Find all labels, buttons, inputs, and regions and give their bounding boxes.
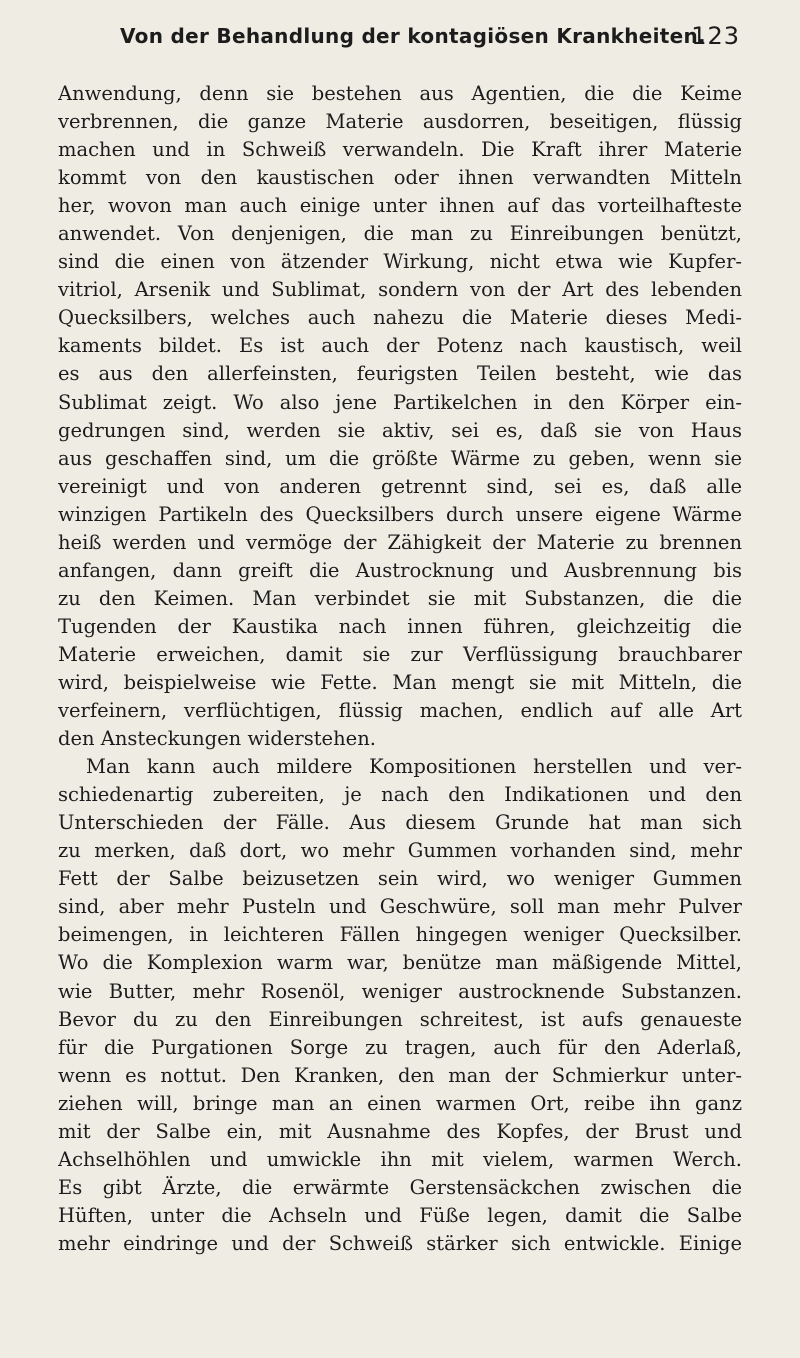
text-line: vereinigt und von anderen getrennt sind, sei es, daß alle	[58, 474, 742, 498]
running-title: Von der Behandlung der kontagiösen Krankheiten.	[120, 24, 706, 48]
page-number: 123	[691, 22, 740, 50]
body-text	[58, 80, 742, 1258]
text-line: wie Butter, mehr Rosenöl, weniger austrocknende Substanzen.	[58, 979, 742, 1003]
text-line: Quecksilbers, welches auch nahezu die Materie dieses Medi-	[58, 306, 742, 330]
text-line: vitriol, Arsenik und Sublimat, sondern von der Art des lebenden	[58, 278, 742, 302]
text-line: es aus den allerfeinsten, feurigsten Teilen besteht, wie das	[58, 362, 742, 386]
text-line: mit der Salbe ein, mit Ausnahme des Kopfes, der Brust und	[58, 1119, 742, 1143]
text-line: Bevor du zu den Einreibungen schreitest, ist aufs genaueste	[58, 1007, 742, 1031]
running-head	[100, 24, 740, 54]
text-line: heiß werden und vermöge der Zähigkeit der Materie zu brennen	[58, 530, 742, 554]
text-line: Unterschieden der Fälle. Aus diesem Grunde hat man sich	[58, 811, 742, 835]
text-line: Fett der Salbe beizusetzen sein wird, wo weniger Gummen	[58, 867, 742, 891]
text-line: kommt von den kaustischen oder ihnen verwandten Mitteln	[58, 166, 742, 190]
text-line: für die Purgationen Sorge zu tragen, auch für den Aderlaß,	[58, 1035, 742, 1059]
text-line: Wo die Komplexion warm war, benütze man mäßigende Mittel,	[58, 951, 742, 975]
text-line: sind, aber mehr Pusteln und Geschwüre, soll man mehr Pulver	[58, 895, 742, 919]
text-line: Sublimat zeigt. Wo also jene Partikelchen in den Körper ein-	[58, 390, 742, 414]
text-line: gedrungen sind, werden sie aktiv, sei es, daß sie von Haus	[58, 418, 742, 442]
text-line: Hüften, unter die Achseln und Füße legen, damit die Salbe	[58, 1203, 742, 1227]
text-line: Achselhöhlen und umwickle ihn mit vielem, warmen Werch.	[58, 1147, 742, 1171]
text-line: Man kann auch mildere Kompositionen herstellen und ver-	[86, 755, 742, 779]
text-line: wird, beispielweise wie Fette. Man mengt sie mit Mitteln, die	[58, 670, 742, 694]
text-line: kaments bildet. Es ist auch der Potenz nach kaustisch, weil	[58, 334, 742, 358]
text-line: verfeinern, verflüchtigen, flüssig machen, endlich auf alle Art	[58, 699, 742, 723]
paragraph	[58, 80, 742, 753]
text-line: sind die einen von ätzender Wirkung, nicht etwa wie Kupfer-	[58, 250, 742, 274]
text-line: Tugenden der Kaustika nach innen führen, gleichzeitig die	[58, 614, 742, 638]
text-line: winzigen Partikeln des Quecksilbers durch unsere eigene Wärme	[58, 502, 742, 526]
text-line: Anwendung, denn sie bestehen aus Agentien, die die Keime	[58, 82, 742, 105]
text-line: zu den Keimen. Man verbindet sie mit Substanzen, die die	[58, 586, 742, 610]
text-line: her, wovon man auch einige unter ihnen auf das vorteilhafteste	[58, 194, 742, 218]
text-line: schiedenartig zubereiten, je nach den Indikationen und den	[58, 783, 742, 807]
text-line: ziehen will, bringe man an einen warmen Ort, reibe ihn ganz	[58, 1091, 742, 1115]
text-line: anfangen, dann greift die Austrocknung und Ausbrennung bis	[58, 558, 742, 582]
text-line: den Ansteckungen widerstehen.	[58, 727, 376, 751]
text-line: anwendet. Von denjenigen, die man zu Einreibungen benützt,	[58, 222, 742, 246]
text-line: mehr eindringe und der Schweiß stärker sich entwickle. Einige	[58, 1231, 742, 1255]
text-line: aus geschaffen sind, um die größte Wärme zu geben, wenn sie	[58, 446, 742, 470]
text-line: wenn es nottut. Den Kranken, den man der Schmierkur unter-	[58, 1063, 742, 1087]
text-line: zu merken, daß dort, wo mehr Gummen vorhanden sind, mehr	[58, 839, 742, 863]
text-line: Materie erweichen, damit sie zur Verflüssigung brauchbarer	[58, 642, 742, 666]
text-line: machen und in Schweiß verwandeln. Die Kraft ihrer Materie	[58, 138, 742, 162]
text-line: beimengen, in leichteren Fällen hingegen weniger Quecksilber.	[58, 923, 742, 947]
text-line: Es gibt Ärzte, die erwärmte Gerstensäckchen zwischen die	[58, 1175, 742, 1199]
paragraph	[58, 753, 742, 1258]
text-line: verbrennen, die ganze Materie ausdorren, beseitigen, flüssig	[58, 110, 742, 134]
